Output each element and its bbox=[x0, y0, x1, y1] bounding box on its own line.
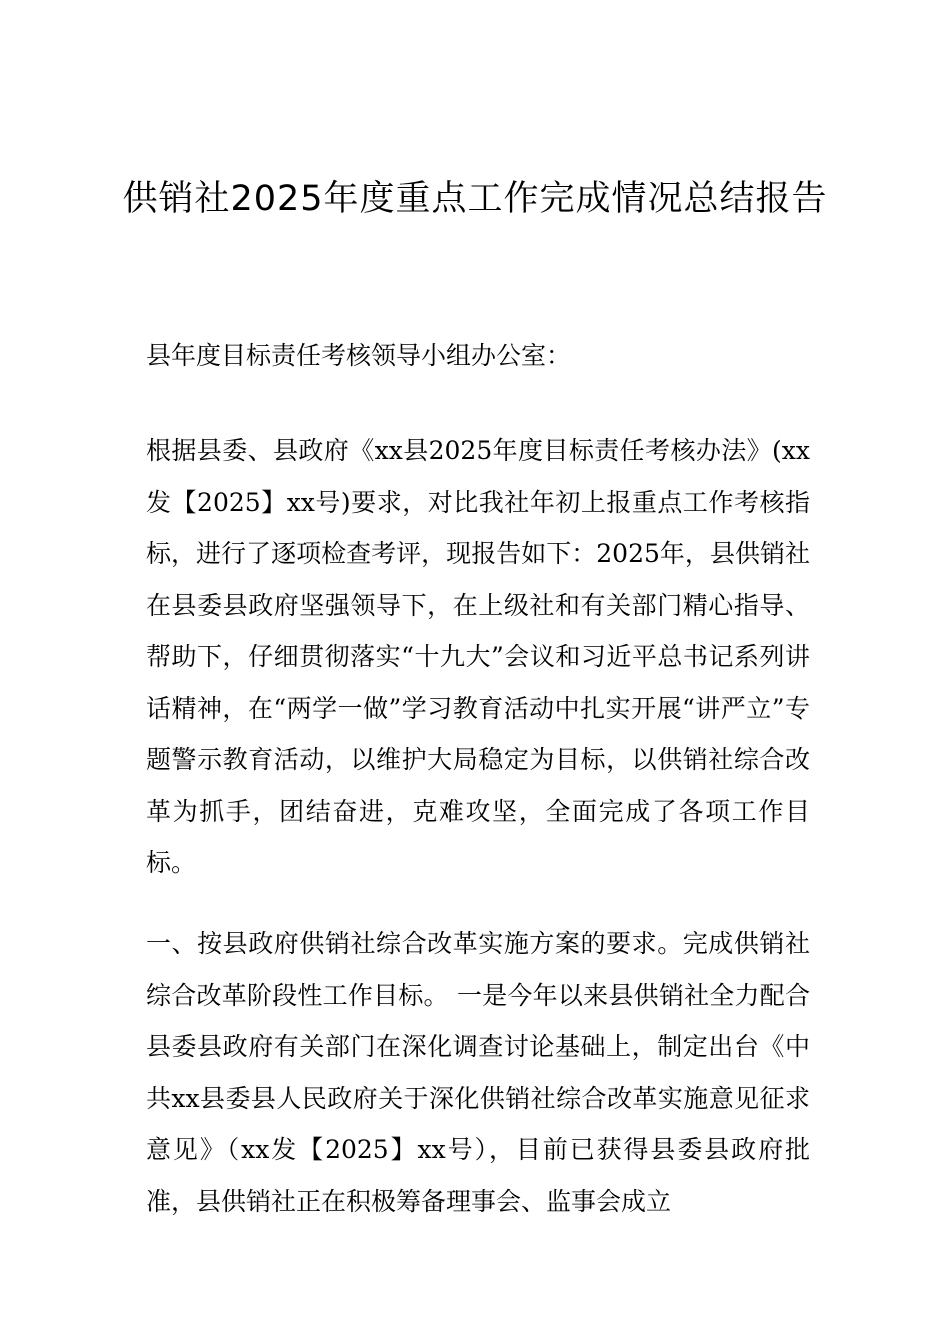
document-title: 供销社2025年度重点工作完成情况总结报告 bbox=[122, 179, 828, 219]
body-paragraph-1: 根据县委、县政府《xx县2025年度目标责任考核办法》(xx发【2025】xx号)要求，对比我社年初上报重点工作考核指标，进行了逐项检查考评，现报告如下：2025年，县供销社在县委县政府坚强领导下，在上级社和有关部门精心指导、帮助下，仔细贯彻落实“十九大”会议和习近平总书记系列讲话精神，在“两学一做”学习教育活动中扎实开展“讲严立”专题警示教育活动，以维护大局稳定为目标，以供销社综合改革为抓手，团结奋进，克难攻坚，全面完成了各项工作目标。 bbox=[146, 436, 810, 877]
body-paragraph-2: 一、按县政府供销社综合改革实施方案的要求。完成供销社综合改革阶段性工作目标。 一是今年以来县供销社全力配合县委县政府有关部门在深化调查讨论基础上，制定出台《中共xx县委县人民政府关于深化供销社综合改革实施意见征求意见》（xx发【2025】xx号），目前已获得县委县政府批准，县供销社正在积极筹备理事会、监事会成立 bbox=[146, 929, 810, 1216]
addressee-line: 县年度目标责任考核领导小组办公室： bbox=[146, 341, 572, 370]
